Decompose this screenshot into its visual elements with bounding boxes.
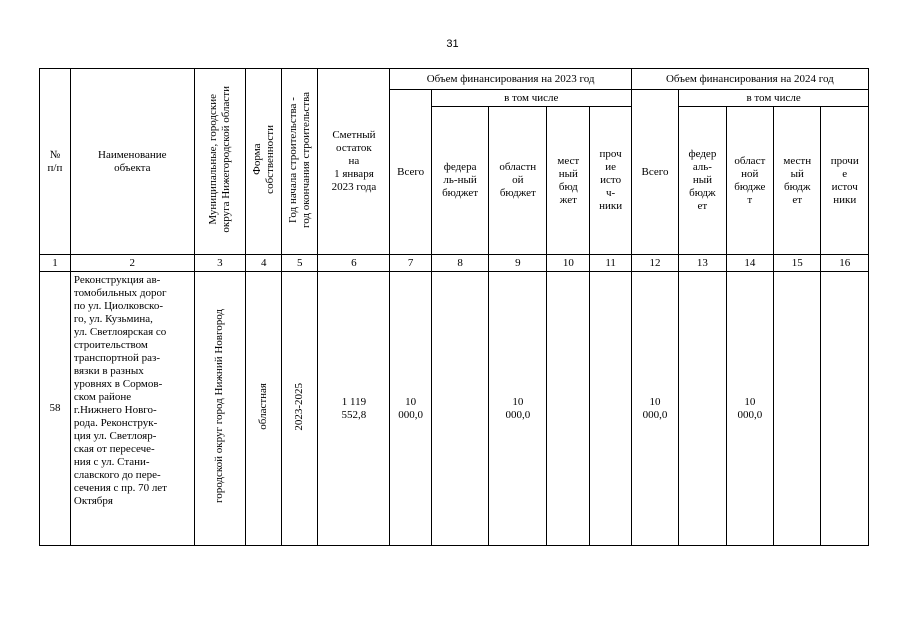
header-fed-2023: федера ль-ный бюджет [431,107,489,255]
object-name-line: томобильных дорог [73,287,167,299]
table-row [40,272,869,546]
cell-loc-2024 [774,272,821,546]
header-group-2024: Объем финансирования на 2024 год [631,69,868,90]
cell-total-2023: 10 000,0 [390,272,431,546]
cell-oth-2024 [821,272,869,546]
column-number: 7 [390,255,431,272]
object-name-line: строительством [73,339,148,351]
cell-ownership: областная [246,272,282,546]
object-name-line: славского до пере- [73,469,161,481]
header-name: Наименование объекта [70,69,194,255]
cell-fed-2024 [679,272,726,546]
header-fed-2024: федер аль- ный бюдж ет [679,107,726,255]
header-estimate: Сметный остаток на 1 января 2023 года [318,69,390,255]
header-ownership: Форма собственности [246,69,282,255]
column-number: 12 [631,255,678,272]
cell-municipality: городской округ город Нижний Новгород [194,272,246,546]
cell-total-2024: 10 000,0 [631,272,678,546]
column-number: 11 [590,255,631,272]
header-years: Год начала строительства - год окончания строительства [282,69,318,255]
object-name-line: го, ул. Кузьмина, [73,313,153,325]
cell-loc-2023 [547,272,590,546]
financing-table [39,68,869,546]
object-name-line: ул. Светлоярская со [73,326,167,338]
cell-years: 2023-2025 [282,272,318,546]
header-loc-2023: мест ный бюд жет [547,107,590,255]
column-number: 3 [194,255,246,272]
header-total-2023: Всего [390,90,431,255]
header-oth-2024: прочи е источ ники [821,107,869,255]
column-number: 2 [70,255,194,272]
header-municipality: Муниципальные, городские округа Нижегородской области [194,69,246,255]
object-name-line: ция ул. Светлояр- [73,430,157,442]
header-total-2024: Всего [631,90,678,255]
column-number: 8 [431,255,489,272]
column-number: 10 [547,255,590,272]
cell-reg-2024: 10 000,0 [726,272,773,546]
header-incl-2023: в том числе [431,90,631,107]
cell-num: 58 [40,272,71,546]
column-number: 5 [282,255,318,272]
object-name-line: ском районе [73,391,132,403]
cell-oth-2023 [590,272,631,546]
cell-estimate: 1 119 552,8 [318,272,390,546]
object-name-line: Октября [73,495,113,507]
cell-object-name [70,272,194,546]
column-number: 6 [318,255,390,272]
cell-fed-2023 [431,272,489,546]
object-name-line: ния с ул. Стани- [73,456,150,468]
object-name-line: ская от пересече- [73,443,155,455]
header-oth-2023: проч ие исто ч- ники [590,107,631,255]
column-number: 1 [40,255,71,272]
page-number: 31 [446,38,459,50]
object-name-line: г.Нижнего Новго- [73,404,157,416]
object-name-line: транспортной раз- [73,352,160,364]
object-name-line: по ул. Циолковско- [73,300,163,312]
object-name-line: рода. Реконструк- [73,417,158,429]
column-number: 9 [489,255,547,272]
column-number: 13 [679,255,726,272]
header-group-2023: Объем финансирования на 2023 год [390,69,631,90]
header-incl-2024: в том числе [679,90,869,107]
header-reg-2024: област ной бюдже т [726,107,773,255]
column-number-row [40,255,869,272]
header-reg-2023: областн ой бюджет [489,107,547,255]
header-num: № п/п [40,69,71,255]
object-name-line: вязки в разных [73,365,144,377]
column-number: 16 [821,255,869,272]
header-loc-2024: местн ый бюдж ет [774,107,821,255]
object-name-line: Реконструкция ав- [73,274,161,286]
column-number: 14 [726,255,773,272]
column-number: 4 [246,255,282,272]
object-name-line: уровнях в Сормов- [73,378,163,390]
column-number: 15 [774,255,821,272]
object-name-line: сечения с пр. 70 лет [73,482,167,494]
cell-reg-2023: 10 000,0 [489,272,547,546]
